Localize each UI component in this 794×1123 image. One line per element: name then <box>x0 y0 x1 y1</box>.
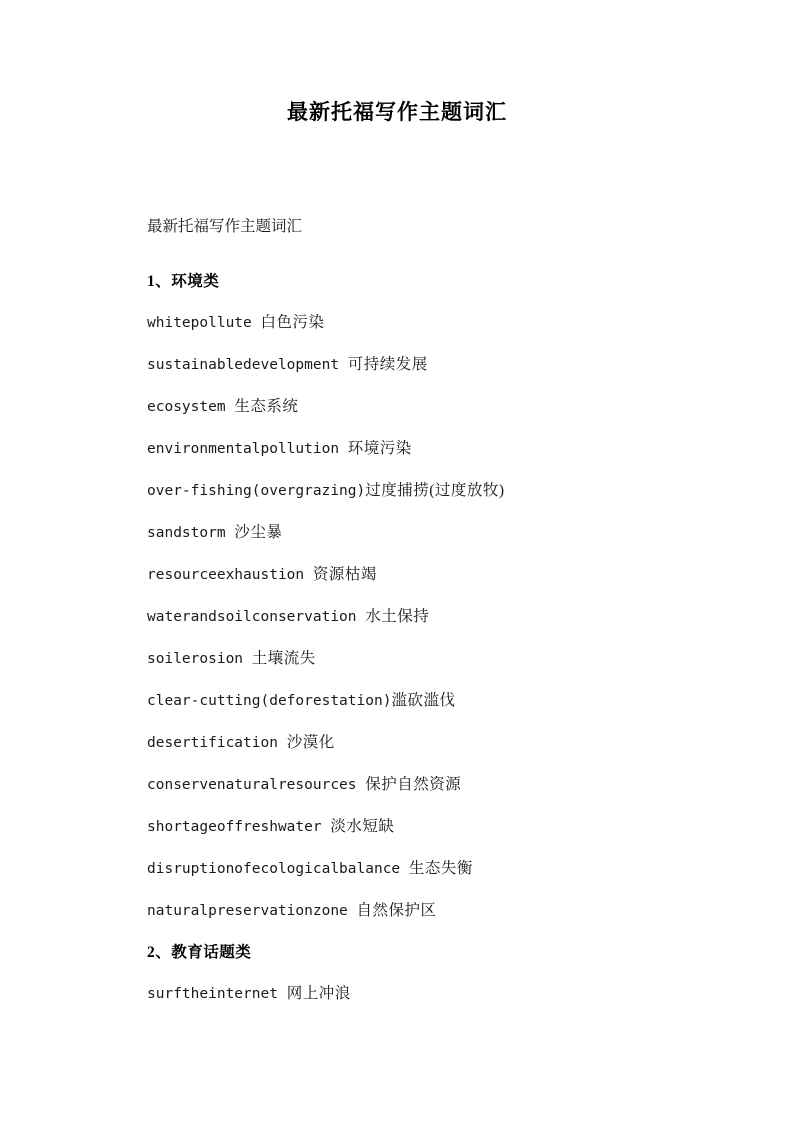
vocab-translation: 淡水短缺 <box>330 818 395 835</box>
vocab-translation: 过度捕捞(过度放牧) <box>365 482 505 499</box>
vocab-entry <box>147 344 684 386</box>
vocab-translation: 生态系统 <box>234 398 299 415</box>
vocab-translation: 保护自然资源 <box>365 776 462 793</box>
vocab-entry <box>147 596 684 638</box>
spacer <box>147 247 684 261</box>
vocab-term: waterandsoilconservation <box>147 609 357 625</box>
vocab-entry <box>147 722 684 764</box>
vocab-entry <box>147 764 684 806</box>
vocab-translation: 生态失衡 <box>408 860 473 877</box>
document-body <box>0 126 794 1015</box>
vocab-entry <box>147 680 684 722</box>
vocab-term: shortageoffreshwater <box>147 819 322 835</box>
vocab-translation: 土壤流失 <box>251 650 316 667</box>
vocab-entry <box>147 302 684 344</box>
vocab-entry <box>147 806 684 848</box>
page-title: 最新托福写作主题词汇 <box>287 100 507 124</box>
vocab-translation: 水土保持 <box>365 608 430 625</box>
vocab-translation: 网上冲浪 <box>286 985 351 1002</box>
vocab-term: over-fishing(overgrazing) <box>147 483 366 499</box>
vocab-translation: 环境污染 <box>347 440 412 457</box>
vocab-entry <box>147 470 684 512</box>
vocab-translation: 沙漠化 <box>286 734 335 751</box>
section-heading-education: 2、教育话题类 <box>147 944 252 961</box>
vocab-translation: 沙尘暴 <box>234 524 283 541</box>
section-heading-environment: 1、环境类 <box>147 273 220 290</box>
vocab-term: desertification <box>147 735 278 751</box>
vocab-entry <box>147 554 684 596</box>
vocab-entry <box>147 890 684 932</box>
vocab-term: whitepollute <box>147 315 252 331</box>
vocab-entry <box>147 638 684 680</box>
vocab-term: environmentalpollution <box>147 441 340 457</box>
vocab-term: sustainabledevelopment <box>147 357 340 373</box>
vocab-translation: 滥砍滥伐 <box>391 692 456 709</box>
intro-line: 最新托福写作主题词汇 <box>147 218 303 235</box>
vocab-term: resourceexhaustion <box>147 567 305 583</box>
vocab-entry <box>147 386 684 428</box>
vocab-term: soilerosion <box>147 651 244 667</box>
vocab-term: surftheinternet <box>147 986 278 1002</box>
vocab-translation: 自然保护区 <box>356 902 437 919</box>
vocab-entry <box>147 428 684 470</box>
vocab-term: clear-cutting(deforestation) <box>147 693 392 709</box>
vocab-entry <box>147 848 684 890</box>
vocab-term: conservenaturalresources <box>147 777 357 793</box>
vocab-translation: 资源枯竭 <box>312 566 377 583</box>
vocab-term: naturalpreservationzone <box>147 903 348 919</box>
vocab-entry <box>147 512 684 554</box>
vocab-translation: 可持续发展 <box>347 356 428 373</box>
vocab-term: ecosystem <box>147 399 226 415</box>
vocab-term: disruptionofecologicalbalance <box>147 861 401 877</box>
vocab-translation: 白色污染 <box>260 314 325 331</box>
vocab-term: sandstorm <box>147 525 226 541</box>
vocab-entry <box>147 973 684 1015</box>
